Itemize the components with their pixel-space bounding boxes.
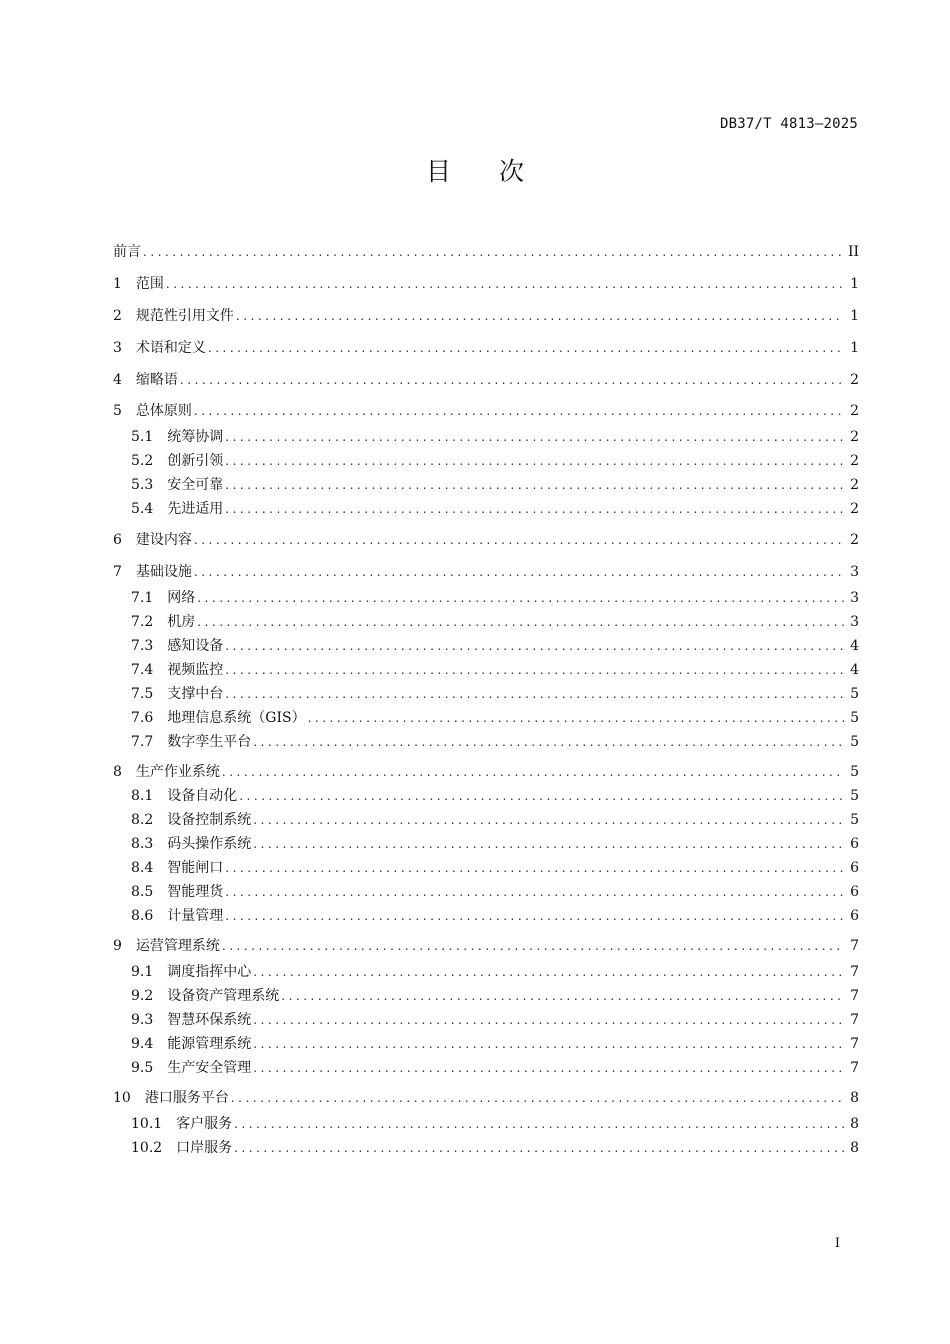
toc-entry[interactable] [113,881,859,903]
toc-entry-page: 5 [850,734,859,750]
toc-entry-number: 9 [113,938,122,954]
toc-entry-page: II [847,244,859,260]
toc-leader-dots [222,761,844,783]
toc-entry-page: 6 [850,884,859,900]
title-char-left: 目 [425,157,451,186]
toc-entry-label: 能源管理系统 [167,1036,252,1052]
toc-entry-number: 10.2 [131,1140,163,1156]
toc-leader-dots [234,1137,844,1159]
toc-leader-dots [236,305,844,327]
toc-leader-dots [197,611,844,633]
toc-entry-label: 设备控制系统 [167,812,252,828]
toc-entry[interactable] [113,659,859,681]
page-number: I [834,1236,840,1251]
toc-leader-dots [253,809,844,831]
toc-entry-number: 5.2 [131,453,154,469]
toc-leader-dots [225,683,844,705]
toc-entry[interactable] [113,833,859,855]
toc-leader-dots [253,1057,844,1079]
toc-entry[interactable] [113,337,859,359]
toc-entry-label: 规范性引用文件 [135,308,234,324]
toc-entry-number: 1 [113,276,122,292]
toc-entry-label: 智慧环保系统 [167,1012,252,1028]
toc-leader-dots [225,498,844,520]
toc-entry[interactable] [113,426,859,448]
toc-entry[interactable] [113,707,859,729]
toc-leader-dots [225,635,844,657]
toc-leader-dots [234,1113,844,1135]
toc-entry-number: 8.4 [131,860,154,876]
toc-entry-label: 地理信息系统（GIS） [167,710,306,726]
toc-entry-label: 基础设施 [135,564,192,580]
toc-entry-number: 7.6 [131,710,154,726]
toc-entry-label: 生产安全管理 [167,1060,252,1076]
toc-entry-label: 智能闸口 [167,860,224,876]
toc-leader-dots [225,474,844,496]
toc-entry-number: 9.2 [131,988,154,1004]
toc-entry[interactable] [113,498,859,520]
toc-entry-label: 数字孪生平台 [167,734,252,750]
toc-entry[interactable] [113,1033,859,1055]
toc-entry-page: 2 [850,372,859,388]
toc-entry-page: 8 [850,1116,859,1132]
toc-entry[interactable] [113,785,859,807]
toc-entry-number: 7.4 [131,662,154,678]
toc-entry-label: 码头操作系统 [167,836,252,852]
toc-entry[interactable] [113,809,859,831]
toc-leader-dots [222,935,844,957]
toc-leader-dots [166,273,844,295]
toc-leader-dots [253,833,844,855]
toc-entry-label: 感知设备 [167,638,224,654]
toc-entry-page: 1 [850,276,859,292]
toc-entry-label: 创新引领 [167,453,224,469]
toc-entry[interactable] [113,1057,859,1079]
toc-entry[interactable] [113,611,859,633]
toc-entry[interactable] [113,1087,859,1109]
toc-leader-dots [225,857,844,879]
toc-entry-number: 10.1 [131,1116,163,1132]
toc-entry-page: 2 [850,532,859,548]
toc-entry-number: 7.5 [131,686,154,702]
toc-entry-page: 2 [850,403,859,419]
toc-entry-label: 客户服务 [176,1116,233,1132]
toc-entry-page: 6 [850,908,859,924]
toc-entry-label: 口岸服务 [176,1140,233,1156]
toc-entry-label: 智能理货 [167,884,224,900]
toc-entry-number: 10 [113,1090,131,1106]
toc-entry-number: 6 [113,532,122,548]
toc-entry-page: 3 [850,564,859,580]
toc-entry-number: 9.1 [131,964,154,980]
toc-leader-dots [143,241,842,263]
toc-entry-number: 9.4 [131,1036,154,1052]
toc-leader-dots [225,659,844,681]
toc-entry-page: 7 [850,1060,859,1076]
toc-entry-label: 支撑中台 [167,686,224,702]
toc-entry[interactable] [113,273,859,295]
toc-entry-page: 1 [850,340,859,356]
toc-entry-label: 运营管理系统 [135,938,220,954]
toc-entry-page: 1 [850,308,859,324]
toc-entry[interactable] [113,985,859,1007]
toc-entry-label: 先进适用 [167,501,224,517]
toc-entry[interactable] [113,305,859,327]
toc-entry[interactable] [113,1113,859,1135]
toc-entry-page: 4 [850,662,859,678]
toc-leader-dots [281,985,844,1007]
toc-entry-number: 5.1 [131,429,154,445]
toc-entry[interactable] [113,731,859,753]
toc-entry-label: 视频监控 [167,662,224,678]
toc-leader-dots [225,426,844,448]
toc-entry-label: 机房 [167,614,196,630]
toc-entry-page: 8 [850,1140,859,1156]
toc-entry-page: 7 [850,988,859,1004]
toc-entry-page: 5 [850,788,859,804]
toc-entry-label: 计量管理 [167,908,224,924]
toc-entry[interactable] [113,474,859,496]
toc-entry-number: 2 [113,308,122,324]
toc-entry[interactable] [113,587,859,609]
toc-entry-page: 5 [850,764,859,780]
page-title [0,152,950,188]
toc-leader-dots [225,450,844,472]
toc-entry-number: 3 [113,340,122,356]
toc-entry-number: 8.1 [131,788,154,804]
toc-entry-page: 7 [850,964,859,980]
toc-leader-dots [253,961,844,983]
toc-leader-dots [197,587,844,609]
toc-entry[interactable] [113,400,859,422]
toc-entry-page: 2 [850,453,859,469]
toc-entry-page: 2 [850,501,859,517]
toc-entry-label: 设备资产管理系统 [167,988,280,1004]
toc-entry-number: 8.6 [131,908,154,924]
toc-entry-page: 2 [850,429,859,445]
toc-leader-dots [253,731,844,753]
toc-entry-label: 建设内容 [135,532,192,548]
toc-entry-page: 2 [850,477,859,493]
toc-entry-label: 前言 [113,244,141,260]
title-char-right: 次 [499,157,525,186]
toc-entry-number: 5.3 [131,477,154,493]
toc-entry[interactable] [113,450,859,472]
toc-entry-page: 7 [850,938,859,954]
toc-entry-number: 5.4 [131,501,154,517]
toc-entry[interactable] [113,1137,859,1159]
toc-entry-number: 8.5 [131,884,154,900]
toc-entry-label: 范围 [135,276,164,292]
toc-leader-dots [225,905,844,927]
toc-entry-number: 9.5 [131,1060,154,1076]
toc-entry[interactable] [113,1009,859,1031]
toc-entry[interactable] [113,529,859,551]
toc-leader-dots [225,881,844,903]
toc-entry-page: 5 [850,812,859,828]
toc-entry-number: 7.1 [131,590,154,606]
toc-entry-number: 8 [113,764,122,780]
toc-entry[interactable] [113,857,859,879]
toc-entry-page: 4 [850,638,859,654]
toc-leader-dots [194,529,844,551]
toc-leader-dots [239,785,844,807]
toc-entry-number: 7.2 [131,614,154,630]
toc-entry-page: 6 [850,860,859,876]
toc-leader-dots [194,561,844,583]
toc-entry-page: 3 [850,590,859,606]
toc-entry-number: 5 [113,403,122,419]
toc-entry[interactable] [113,369,859,391]
toc-entry-label: 统筹协调 [167,429,224,445]
toc-entry-label: 生产作业系统 [135,764,220,780]
toc-entry-page: 5 [850,710,859,726]
toc-leader-dots [194,400,844,422]
toc-entry-page: 6 [850,836,859,852]
toc-entry-label: 网络 [167,590,196,606]
toc-entry-number: 9.3 [131,1012,154,1028]
toc-leader-dots [231,1087,844,1109]
toc-leader-dots [253,1009,844,1031]
toc-entry-page: 7 [850,1036,859,1052]
toc-entry[interactable] [113,561,859,583]
toc-entry-label: 缩略语 [135,372,178,388]
toc-entry[interactable] [113,935,859,957]
standard-code: DB37/T 4813—2025 [719,116,858,132]
toc-entry-label: 术语和定义 [135,340,206,356]
toc-entry[interactable] [113,961,859,983]
toc-entry-number: 7.3 [131,638,154,654]
toc-entry[interactable] [113,635,859,657]
toc-entry-number: 4 [113,372,122,388]
toc-entry-number: 7 [113,564,122,580]
toc-entry[interactable] [113,761,859,783]
toc-entry[interactable] [113,905,859,927]
toc-entry[interactable] [113,683,859,705]
toc-entry-page: 7 [850,1012,859,1028]
toc-entry-label: 调度指挥中心 [167,964,252,980]
toc-entry-page: 3 [850,614,859,630]
toc-entry[interactable] [113,241,859,263]
toc-entry-page: 8 [850,1090,859,1106]
toc-entry-number: 8.2 [131,812,154,828]
toc-entry-number: 8.3 [131,836,154,852]
toc-entry-label: 港口服务平台 [144,1090,229,1106]
toc-entry-page: 5 [850,686,859,702]
toc-leader-dots [253,1033,844,1055]
toc-leader-dots [208,337,844,359]
toc-leader-dots [180,369,844,391]
toc-entry-label: 安全可靠 [167,477,224,493]
toc-entry-number: 7.7 [131,734,154,750]
toc-leader-dots [308,707,845,729]
toc-entry-label: 设备自动化 [167,788,238,804]
toc-entry-label: 总体原则 [135,403,192,419]
